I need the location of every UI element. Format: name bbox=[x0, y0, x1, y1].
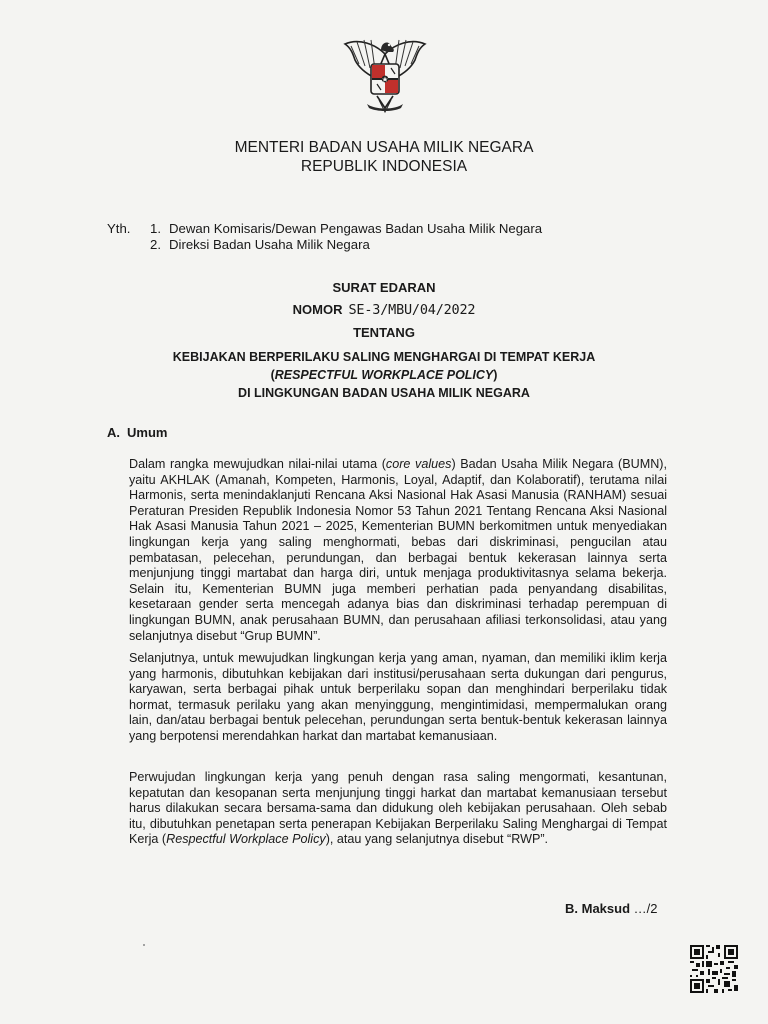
recipient-text: Direksi Badan Usaha Milik Negara bbox=[169, 237, 370, 252]
letter-subject-line-1: KEBIJAKAN BERPERILAKU SALING MENGHARGAI DI TEMPAT KERJA bbox=[172, 350, 596, 364]
paragraph-1-italic: core values bbox=[385, 457, 452, 471]
section-title: Umum bbox=[127, 425, 168, 440]
letter-number bbox=[0, 302, 768, 318]
letter-number-label: NOMOR bbox=[292, 302, 343, 317]
qr-code-icon bbox=[690, 945, 738, 993]
paragraph-3-italic: Respectful Workplace Policy bbox=[166, 832, 326, 847]
letter-tentang: TENTANG bbox=[353, 325, 415, 340]
next-page-marker: B. Maksud …/2 bbox=[565, 901, 658, 916]
letterhead-line-2: REPUBLIK INDONESIA bbox=[300, 158, 468, 175]
recipient-number: 2. bbox=[150, 237, 161, 252]
section-number: A. bbox=[107, 425, 120, 440]
recipient-row bbox=[107, 221, 542, 237]
letter-title: SURAT EDARAN bbox=[332, 280, 436, 295]
section-heading bbox=[107, 425, 167, 440]
recipient-text: Dewan Komisaris/Dewan Pengawas Badan Usaha Milik Negara bbox=[169, 221, 543, 236]
letter-number-value: SE-3/MBU/04/2022 bbox=[348, 302, 476, 318]
letterhead bbox=[0, 138, 768, 176]
recipient-row bbox=[107, 237, 542, 253]
paragraph-3: Perwujudan lingkungan kerja yang penuh dengan rasa saling mengormati, kesantunan, kepatutan dan kesopanan serta menjunjung tinggi harkat dan martabat kemanusiaan tersebut harus dilakukan secara bersama-sama dan didukung oleh kebijakan perusahaan. Oleh sebab itu, dibutuhkan penetapan serta penerapan Kebijakan Berperilaku Saling Menghargai di Tempat Kerja (Respectful Workplace Policy), atau yang selanjutnya disebut “RWP”. bbox=[129, 770, 667, 847]
paragraph-1: Dalam rangka mewujudkan nilai-nilai utama (core values) Badan Usaha Milik Negara (BUMN), yaitu AKHLAK (Amanah, Kompeten, Harmonis, Loyal, Adaptif, dan Kolaboratif), terutama nilai Harmonis, serta menindaklanjuti Rencana Aksi Nasional Hak Asasi Manusia (RANHAM) sesuai Peraturan Presiden Republik Indonesia Nomor 53 Tahun 2021 Tentang Rencana Aksi Nasional Hak Asasi Manusia Tahun 2021 – 2025, Kementerian BUMN berkomitmen untuk menyediakan lingkungan kerja yang saling menghormati, bebas dari diskriminasi, pengucilan atau pembatasan, pelecehan, perundungan, dan berbagai bentuk kekerasan lainnya serta menjunjung tinggi martabat dan harga diri, untuk menjaga produktivitasnya selama bekerja. Selain itu, Kementerian BUMN juga memberi perhatian pada penyandang disabilitas, kesetaraan gender serta mencegah adanya bias dan diskriminasi terhadap perempuan di lingkungan BUMN, anak perusahaan BUMN, dan perusahaan afiliasi terkonsolidasi, atau yang selanjutnya disebut “Grup BUMN”. bbox=[129, 457, 668, 643]
letter-subject-line-2: (RESPECTFUL WORKPLACE POLICY) bbox=[270, 368, 498, 382]
letter-subject-italic: RESPECTFUL WORKPLACE POLICY bbox=[274, 368, 494, 382]
letter-subject bbox=[0, 348, 768, 402]
letterhead-line-1: MENTERI BADAN USAHA MILIK NEGARA bbox=[234, 139, 534, 156]
scan-speck bbox=[143, 944, 145, 946]
garuda-emblem-icon bbox=[337, 24, 433, 120]
recipient-number: 1. bbox=[150, 221, 161, 236]
letter-subject-line-3: DI LINGKUNGAN BADAN USAHA MILIK NEGARA bbox=[238, 386, 530, 400]
recipients-block bbox=[107, 221, 542, 253]
paragraph-2: Selanjutnya, untuk mewujudkan lingkungan kerja yang aman, nyaman, dan memiliki iklim kerja yang harmonis, dibutuhkan kebijakan dari institusi/perusahaan serta dukungan dari pengurus, karyawan, serta berbagai pihak untuk berperilaku sopan dan menghindari berperilaku tidak hormat, termasuk perilaku yang akan menyinggung, mengintimidasi, mempermalukan orang lain, dan/atau berbagai bentuk pelecehan, perundungan serta bentuk-bentuk kekerasan lainnya yang berpotensi merendahkan harkat dan martabat kemanusiaan. bbox=[129, 651, 667, 743]
recipients-label: Yth. bbox=[107, 221, 131, 236]
